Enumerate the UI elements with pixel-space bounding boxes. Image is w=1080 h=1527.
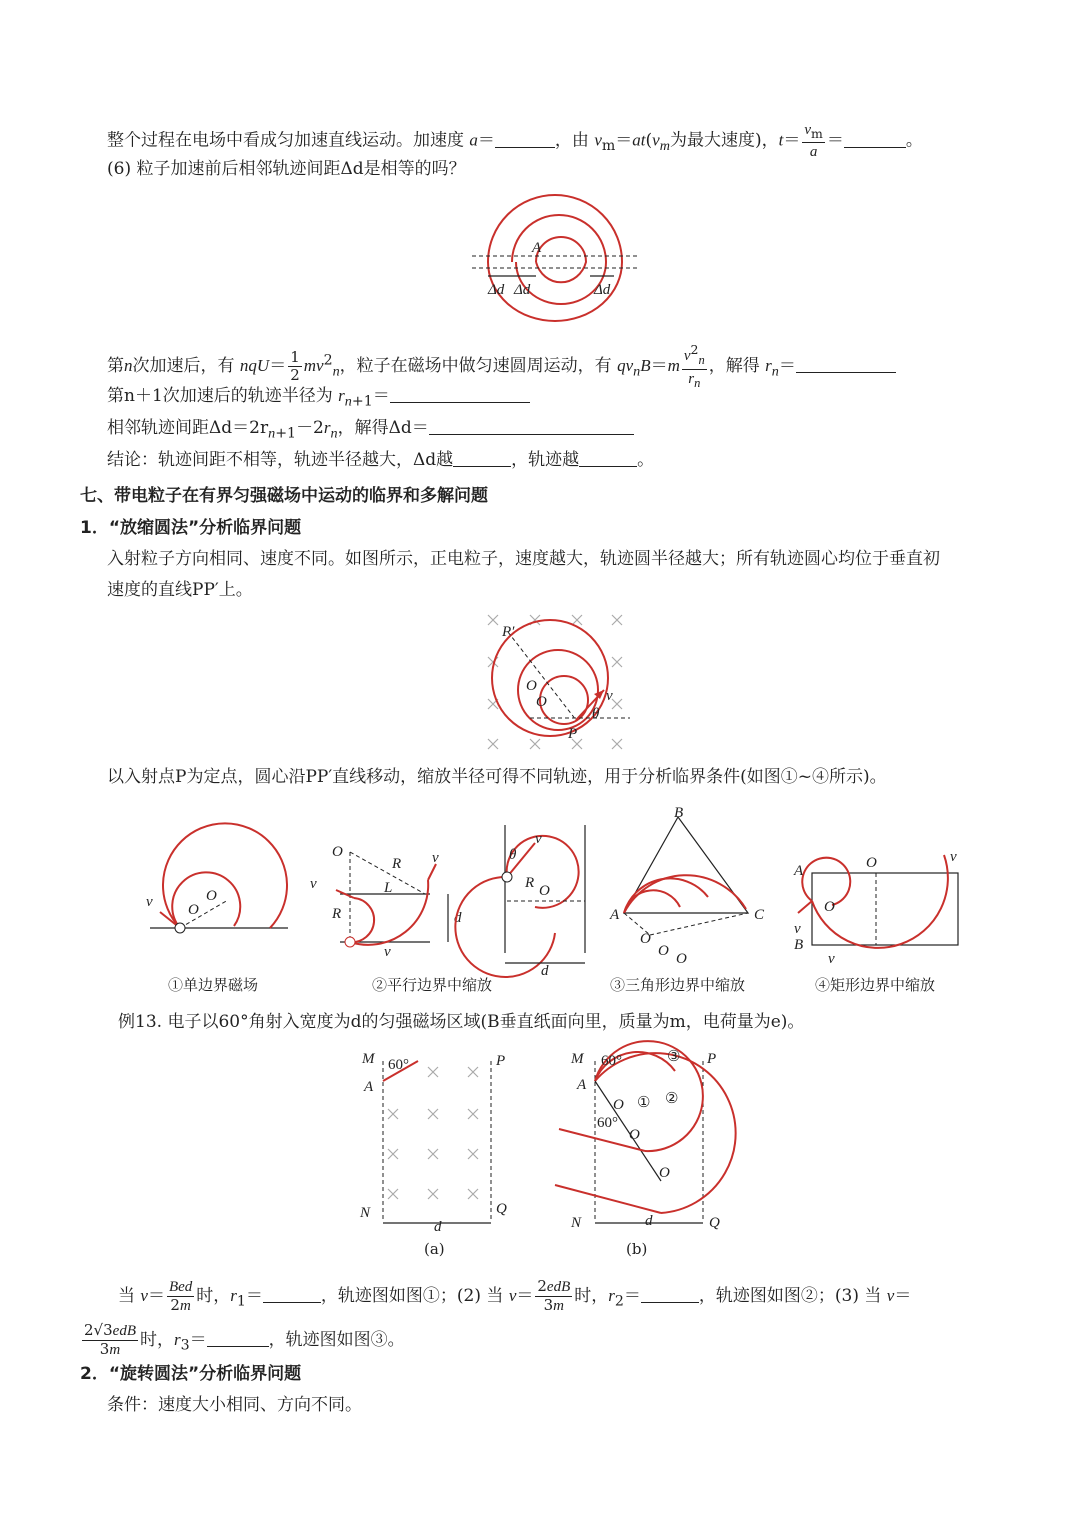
fig-rectangle-boundary [790, 845, 970, 965]
svg-text:v: v [794, 921, 801, 937]
fig-example-b [545, 1045, 735, 1235]
para-scaling-1: 入射粒子方向相同、速度不同。如图所示，正电粒子，速度越大，轨迹圆半径越大；所有轨迹圆心均位于垂直初 [107, 549, 940, 569]
svg-text:N: N [360, 1205, 371, 1221]
svg-text:v: v [310, 876, 317, 892]
svg-text:P′: P′ [502, 624, 515, 640]
para-fixed-point: 以入射点P为定点，圆心沿PP′直线移动，缩放半径可得不同轨迹，用于分析临界条件(如图①~④所示)。 [107, 767, 887, 787]
nth-acceleration-line: 第n次加速后，有 nqU＝ $\frac{1}{2}$ $mv^2_n$，粒子在磁场中做匀速圆周运动，有 $qv_nB=m$ $\frac{v^2_n}{r_n}$ ，解得 $r_n=$ [107, 341, 896, 392]
svg-text:A: A [364, 1079, 374, 1095]
svg-text:d: d [454, 910, 462, 926]
svg-text:A: A [577, 1077, 587, 1093]
svg-text:N: N [571, 1215, 582, 1231]
track-spacing-figure [470, 190, 640, 320]
fig-example-a [350, 1045, 530, 1235]
answer-line-2: 2√3edB 3m 时，$r_3=$ ，轨迹图如图③。 [84, 1321, 405, 1358]
fig-triangle-boundary [610, 805, 770, 965]
blank-time[interactable] [844, 129, 906, 148]
svg-text:60°: 60° [601, 1053, 622, 1069]
caption-1: ①单边界磁场 [168, 976, 259, 994]
svg-text:O: O [640, 931, 651, 947]
para-rotating-condition: 条件：速度大小相同、方向不同。 [107, 1395, 362, 1415]
svg-text:O: O [332, 844, 343, 860]
svg-text:v: v [606, 688, 613, 704]
caption-b: (b) [626, 1240, 648, 1258]
svg-text:Δd: Δd [594, 282, 611, 298]
svg-text:v: v [535, 831, 542, 847]
svg-text:θ: θ [509, 847, 517, 863]
svg-text:d: d [434, 1219, 442, 1235]
svg-text:v: v [828, 951, 835, 967]
scaling-circle-figure [480, 610, 640, 750]
svg-text:Δd: Δd [488, 282, 505, 298]
blank-sparse[interactable] [579, 448, 637, 467]
svg-text:Q: Q [496, 1201, 507, 1217]
blank-delta-d[interactable] [429, 416, 634, 435]
svg-text:Δd: Δd [514, 282, 531, 298]
svg-text:②: ② [665, 1091, 679, 1107]
svg-text:P: P [568, 726, 578, 742]
svg-text:O: O [824, 899, 835, 915]
svg-text:A: A [794, 863, 804, 879]
svg-text:d: d [541, 963, 549, 979]
heading-rotating-circle: 2．“旋转圆法”分析临界问题 [80, 1364, 302, 1384]
svg-text:60°: 60° [597, 1115, 618, 1131]
svg-text:A: A [532, 240, 542, 256]
svg-text:60°: 60° [388, 1057, 409, 1073]
svg-text:Q: Q [709, 1215, 720, 1231]
blank-accel[interactable] [495, 129, 555, 148]
fig-parallel-boundary [310, 840, 470, 960]
svg-text:M: M [362, 1051, 375, 1067]
blank-r2[interactable] [641, 1284, 699, 1303]
svg-text:P: P [496, 1053, 506, 1069]
svg-text:O: O [206, 888, 217, 904]
svg-text:L: L [384, 880, 393, 896]
svg-text:v: v [146, 894, 153, 910]
svg-text:M: M [571, 1051, 584, 1067]
svg-text:C: C [754, 907, 765, 923]
answer-line-1: 当 v＝ Bed 2m 时，$r_1=$ ，轨迹图如图①；(2) 当 v＝ 2edB 3m 时，$r_2=$ ，轨迹图如图②；(3) 当 v＝ [118, 1277, 912, 1314]
conclusion-line: 结论：轨迹间距不相等，轨迹半径越大，Δd越 ，轨迹越 。 [107, 450, 655, 470]
caption-3: ③三角形边界中缩放 [610, 976, 746, 994]
svg-text:v: v [384, 944, 391, 960]
svg-text:d: d [645, 1213, 653, 1229]
svg-text:O: O [658, 943, 669, 959]
svg-text:R: R [392, 856, 402, 872]
svg-text:B: B [674, 805, 684, 821]
svg-text:P: P [707, 1051, 717, 1067]
para-scaling-2: 速度的直线PP′上。 [107, 580, 253, 600]
accel-line: 整个过程在电场中看成匀加速直线运动。加速度 a＝ ，由 $v_m=at(v_m$为最大速度)，t＝ $\frac{v_m}{a}$ ＝ 。 [107, 122, 923, 160]
svg-text:θ: θ [592, 706, 600, 722]
example-13: 例13. 电子以60°角射入宽度为d的匀强磁场区域(B垂直纸面向里，质量为m，电荷量为e)。 [118, 1012, 805, 1032]
blank-rn[interactable] [796, 354, 896, 373]
blank-r1[interactable] [263, 1284, 321, 1303]
svg-text:v: v [950, 849, 957, 865]
heading-scaling-circle: 1．“放缩圆法”分析临界问题 [80, 518, 302, 538]
svg-text:O: O [536, 694, 547, 710]
svg-text:O: O [613, 1097, 624, 1113]
caption-a: (a) [424, 1240, 445, 1258]
svg-text:B: B [794, 937, 804, 953]
svg-text:O: O [539, 883, 550, 899]
svg-text:A: A [610, 907, 620, 923]
svg-text:O: O [629, 1127, 640, 1143]
svg-text:③: ③ [667, 1049, 681, 1065]
svg-text:O: O [676, 951, 687, 967]
caption-4: ④矩形边界中缩放 [815, 976, 936, 994]
svg-text:O: O [188, 902, 199, 918]
caption-2: ②平行边界中缩放 [372, 976, 493, 994]
fig-single-boundary [140, 850, 300, 940]
question-6: (6) 粒子加速前后相邻轨迹间距Δd是相等的吗？ [107, 159, 466, 179]
blank-rn1[interactable] [390, 384, 530, 403]
svg-text:v: v [432, 850, 439, 866]
n-plus-1-line: 第n＋1次加速后的轨迹半径为 $r_{n+1}=$ [107, 384, 530, 413]
svg-text:O: O [866, 855, 877, 871]
blank-r3[interactable] [207, 1328, 269, 1347]
svg-text:①: ① [637, 1095, 651, 1111]
section-7-heading: 七、带电粒子在有界匀强磁场中运动的临界和多解问题 [80, 486, 488, 506]
svg-text:O: O [659, 1165, 670, 1181]
blank-larger[interactable] [453, 448, 511, 467]
svg-text:R: R [525, 875, 535, 891]
svg-text:O: O [526, 678, 537, 694]
fig-strip-boundary [495, 825, 595, 979]
svg-text:R: R [332, 906, 342, 922]
delta-d-line: 相邻轨迹间距$\Delta d=2r_{n+1}-2r_n$，解得Δd＝ [107, 416, 634, 445]
